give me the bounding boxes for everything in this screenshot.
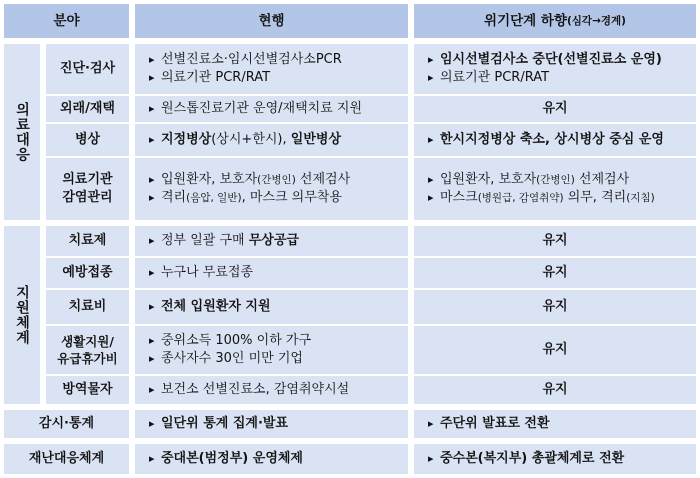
row-label-vaccination-text: 예방접종 [62,265,113,280]
row-current-living [135,326,408,374]
header-changed [414,4,696,38]
text: 선제검사 [295,172,351,187]
label-line: 감염관리 [62,190,113,205]
row-changed-vaccination [414,258,696,288]
category-support [4,226,40,404]
row-label-cost-text: 치료비 [68,299,107,314]
list-item: ▸ 전체 입원환자 지원 [149,298,408,316]
row-label-treatment-text: 치료제 [68,233,107,248]
list-item: ▸ 종사자수 30인 미만 기업 [149,350,408,368]
keep-text: 유지 [542,299,568,314]
row-current-outpatient [135,96,408,122]
keep-text: 유지 [542,382,568,397]
keep-text: 유지 [542,233,568,248]
row-current-supplies [135,376,408,404]
row-label-supplies [46,376,129,404]
row-label-living [46,326,129,374]
header-field-text: 분야 [53,13,80,29]
list-item: ▸ 중수본(복지부) 총괄체계로 전환 [428,450,696,468]
text: 마스크 [440,190,478,205]
text: 입원환자, 보호자 [161,172,258,187]
row-label-outpatient-text: 외래/재택 [60,101,115,116]
list-item: ▸ 일단위 통계 집계·발표 [149,415,408,433]
label-line: 생활지원/ [61,334,114,349]
row-label-diagnosis-text: 진단·검사 [59,61,116,76]
row-current-treatment [135,226,408,256]
row-label-supplies-text: 방역물자 [62,382,113,397]
category-support-text: 지원체계 [14,285,30,345]
keep-text: 유지 [542,342,568,357]
row-label-monitoring-text: 감시·통계 [38,416,95,431]
row-label-monitoring [4,410,129,438]
list-item: ▸ 누구나 무료접종 [149,264,408,282]
text: 의무, 격리 [563,190,627,205]
text-bold: 무상공급 [248,233,299,248]
header-changed-text: 위기단계 하향 [484,13,567,29]
row-label-cost [46,290,129,324]
text: 정부 일괄 구매 [161,233,249,248]
list-item: ▸ 선별진료소·임시선별검사소PCR [149,51,408,69]
list-item: ▸ 임시선별검사소 중단(선별진료소 운영) [428,51,696,69]
row-changed-outpatient [414,96,696,122]
row-changed-treatment [414,226,696,256]
label-line: 의료기관 [62,172,113,187]
row-changed-infection [414,158,696,220]
category-medical-text: 의료대응 [14,102,30,162]
row-label-outpatient [46,96,129,122]
row-current-beds [135,124,408,156]
text: 선제검사 [574,172,630,187]
header-changed-note: (심각→경계) [566,15,626,27]
row-label-disaster [4,444,129,474]
text: 격리 [161,190,187,205]
row-changed-monitoring [414,410,696,438]
row-label-diagnosis [46,44,129,94]
text: 입원환자, 보호자 [440,172,537,187]
list-item: ▸ 의료기관 PCR/RAT [149,69,408,87]
list-item [149,171,408,189]
row-changed-supplies [414,376,696,404]
row-changed-disaster [414,444,696,474]
row-changed-living [414,326,696,374]
text: (상시+한시), [211,132,291,147]
text-bold: 일반병상 [290,132,342,147]
header-current-text: 현행 [258,13,285,29]
text-bold: 지정병상 [161,132,212,147]
row-label-beds [46,124,129,156]
header-field [4,4,129,38]
list-item [428,189,696,207]
row-current-disaster [135,444,408,474]
list-item [428,171,696,189]
list-item [149,189,408,207]
row-label-disaster-text: 재난대응체계 [28,451,105,466]
keep-text: 유지 [542,101,568,116]
row-changed-diagnosis [414,44,696,94]
list-item: ▸ 원스톱진료기관 운영/재택치료 지원 [149,100,408,118]
list-item: ▸ 중위소득 100% 이하 가구 [149,332,408,350]
row-label-vaccination [46,258,129,288]
row-label-treatment [46,226,129,256]
list-item: ▸ 중대본(범정부) 운영체제 [149,450,408,468]
row-label-infection [46,158,129,220]
list-item: ▸ 한시지정병상 축소, 상시병상 중심 운영 [428,131,696,149]
list-item: ▸ 보건소 선별진료소, 감염취약시설 [149,381,408,399]
text-note: (간병인) [536,174,575,186]
row-changed-beds [414,124,696,156]
list-item: ▸ 주단위 발표로 전환 [428,415,696,433]
label-line: 유급휴가비 [57,351,118,366]
row-label-beds-text: 병상 [74,132,101,147]
list-item: ▸ 의료기관 PCR/RAT [428,69,696,87]
text-note: (병원급, 감염취약) [477,192,564,204]
text-note: (지침) [626,192,655,204]
row-changed-cost [414,290,696,324]
text: , 마스크 의무착용 [241,190,342,205]
list-item [149,131,408,149]
row-current-vaccination [135,258,408,288]
keep-text: 유지 [542,265,568,280]
list-item [149,232,408,250]
text-note: (음압, 일반) [186,192,242,204]
row-current-cost [135,290,408,324]
row-current-monitoring [135,410,408,438]
text-note: (간병인) [257,174,296,186]
row-current-diagnosis [135,44,408,94]
category-medical [4,44,40,220]
row-current-infection [135,158,408,220]
header-current [135,4,408,38]
